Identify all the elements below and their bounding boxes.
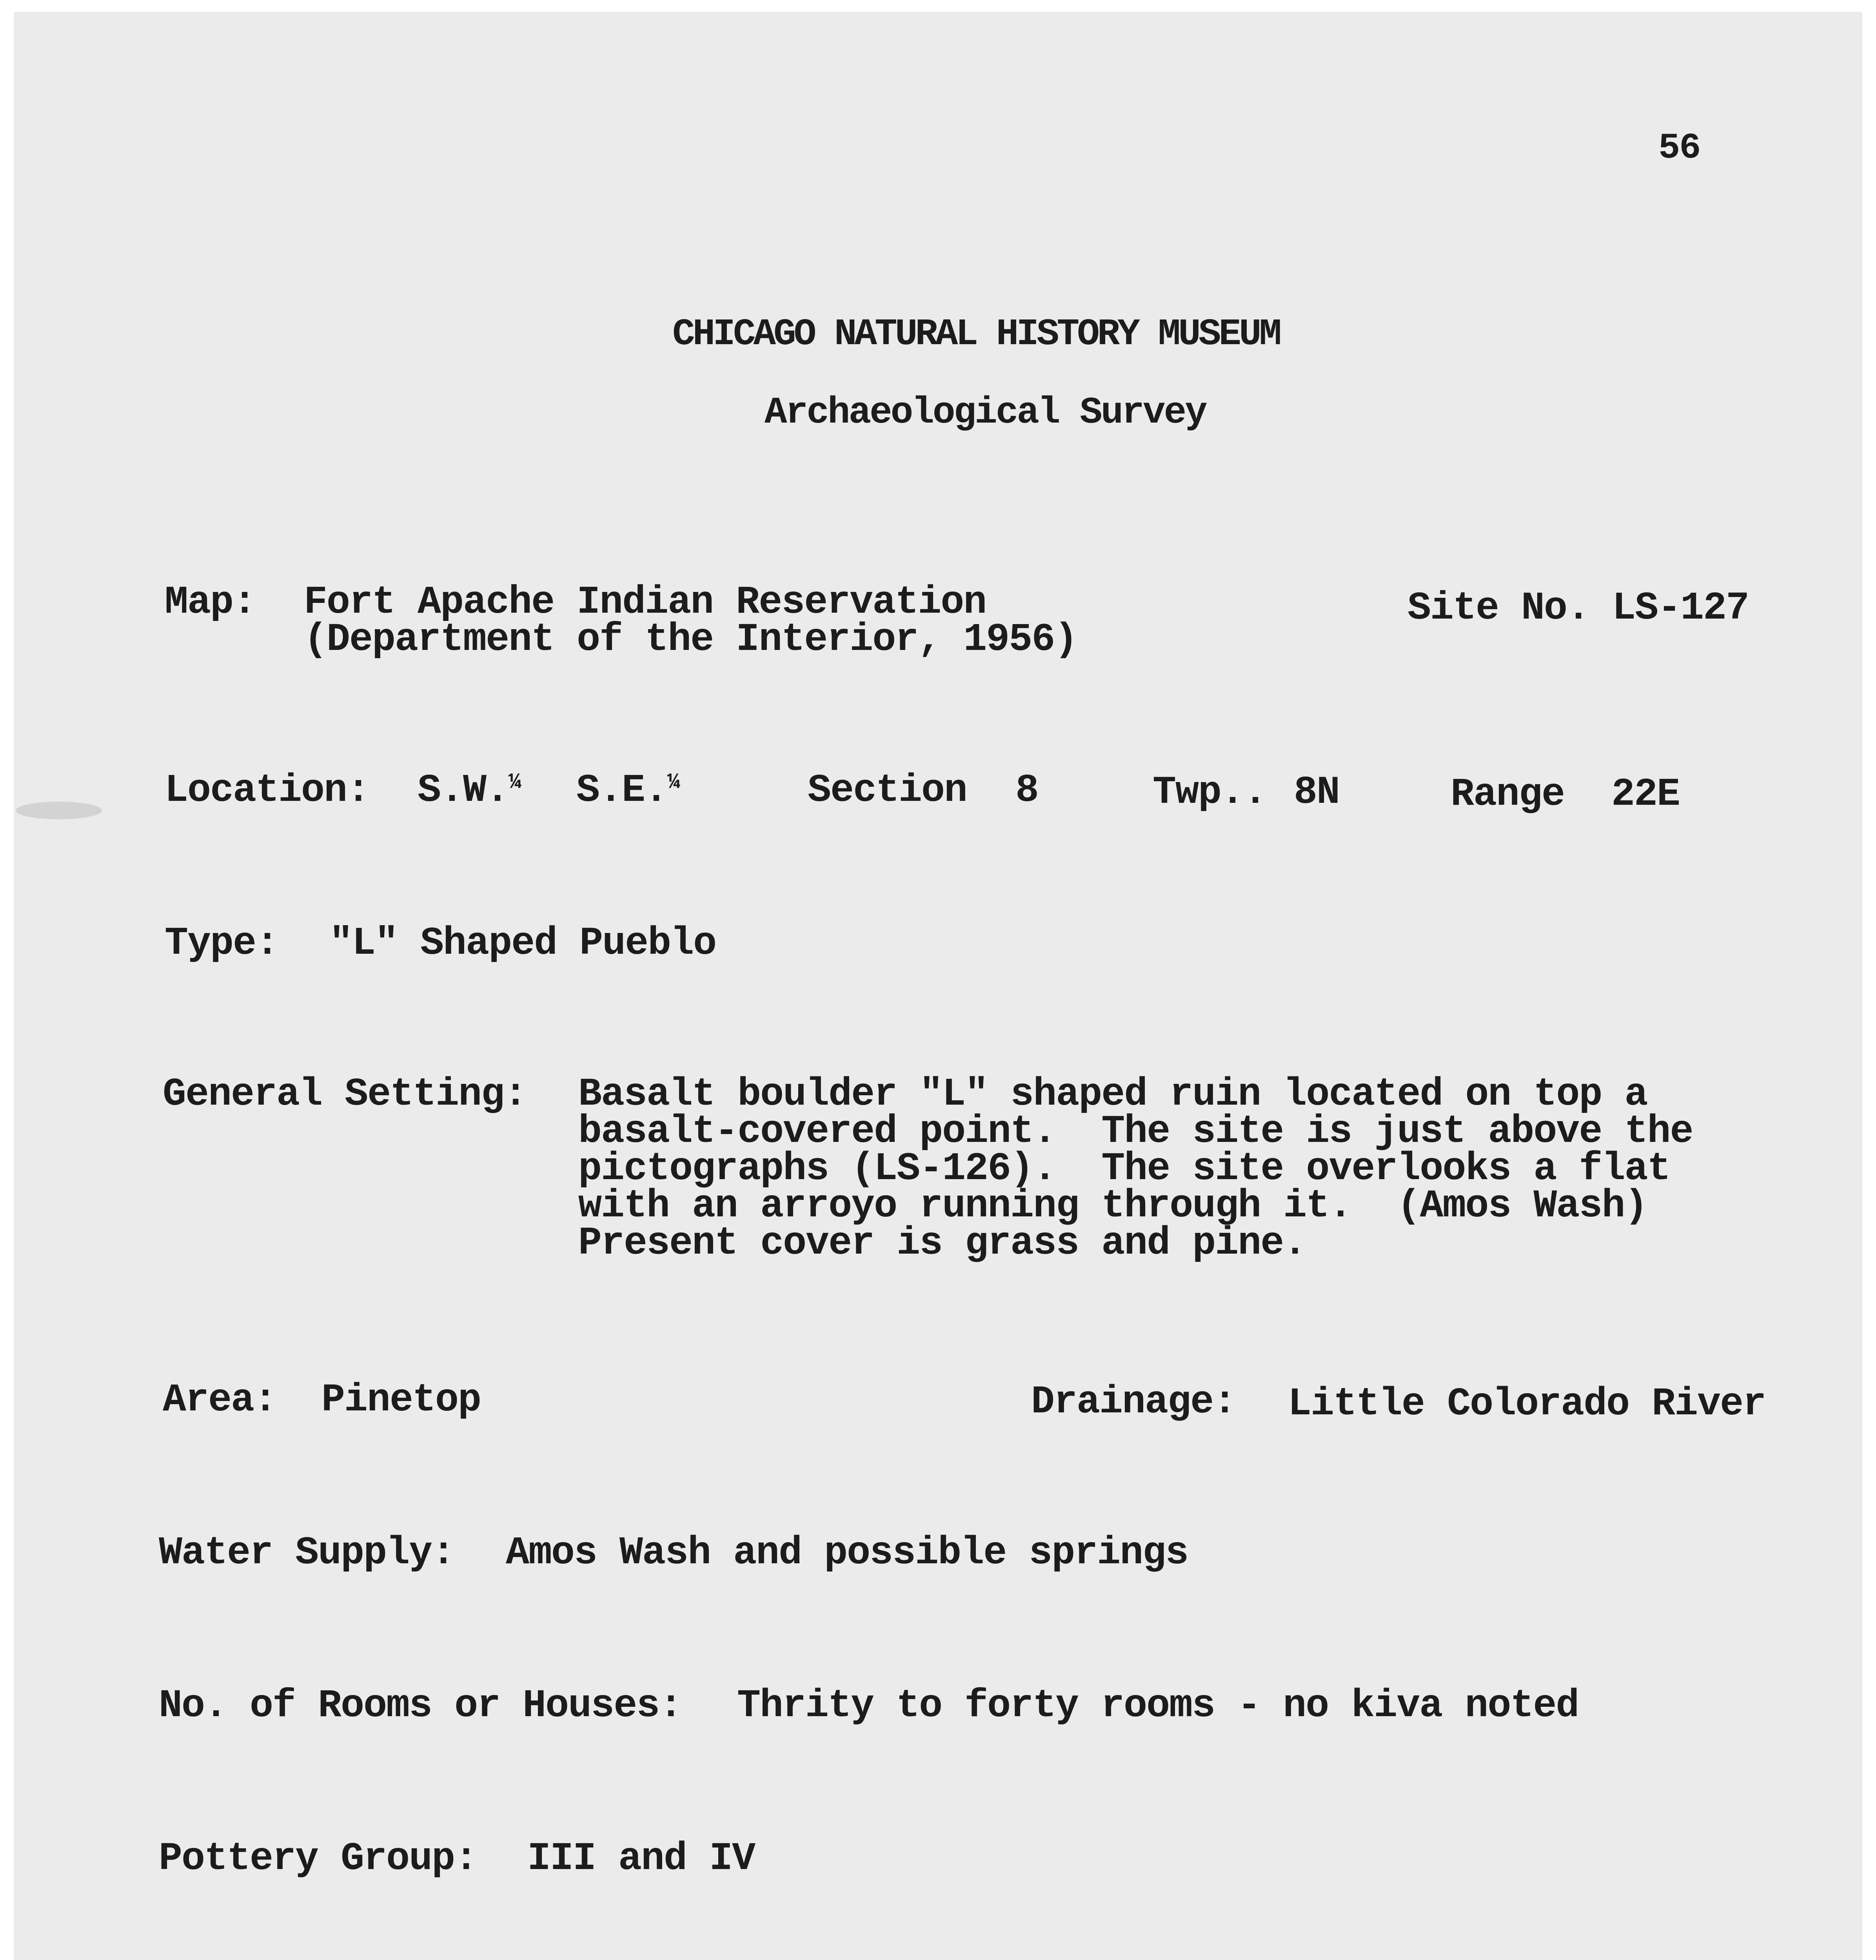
- drainage-label: Drainage:: [1031, 1380, 1236, 1425]
- water-supply-value: Amos Wash and possible springs: [506, 1531, 1188, 1575]
- area-value: Pinetop: [321, 1378, 481, 1423]
- general-setting-line: pictographs (LS-126). The site overlooks a flat: [578, 1147, 1670, 1191]
- township-value: 8N: [1294, 771, 1340, 815]
- general-setting-line: basalt-covered point. The site is just above the: [578, 1110, 1693, 1154]
- general-setting-line: with an arroyo running through it. (Amos Wash): [578, 1184, 1647, 1229]
- location-se: S.E.: [576, 769, 668, 813]
- document-page: [14, 12, 1862, 1960]
- type-label: Type:: [165, 922, 279, 966]
- location-se-quarter: [576, 769, 680, 813]
- general-setting-label: General Setting:: [163, 1073, 527, 1117]
- quarter-fraction: ¼: [667, 769, 680, 795]
- map-name: Fort Apache Indian Reservation: [304, 581, 986, 625]
- section-value: 8: [1015, 769, 1039, 813]
- township-label: Twp..: [1153, 771, 1267, 815]
- general-setting-line: Present cover is grass and pine.: [578, 1221, 1306, 1266]
- page-number: 56: [1658, 127, 1700, 169]
- location-label: Location:: [165, 769, 370, 813]
- range-value: 22E: [1611, 773, 1680, 817]
- location-sw: S.W.: [418, 769, 509, 813]
- map-source: (Department of the Interior, 1956): [304, 618, 1077, 662]
- scan-smudge: [16, 802, 102, 819]
- rooms-value: Thrity to forty rooms - no kiva noted: [737, 1684, 1579, 1728]
- area-label: Area:: [163, 1378, 277, 1423]
- site-number: Site No. LS-127: [1407, 586, 1749, 631]
- water-supply-label: Water Supply:: [159, 1531, 455, 1575]
- pottery-group-value: III and IV: [527, 1837, 755, 1881]
- type-value: "L" Shaped Pueblo: [329, 922, 716, 966]
- pottery-group-label: Pottery Group:: [159, 1837, 478, 1881]
- survey-title: Archaeological Survey: [765, 391, 1206, 434]
- drainage-value: Little Colorado River: [1288, 1382, 1766, 1426]
- map-label: Map:: [165, 581, 256, 625]
- range-label: Range: [1451, 773, 1565, 817]
- section-label: Section: [808, 769, 967, 813]
- institution-title: CHICAGO NATURAL HISTORY MUSEUM: [672, 313, 1280, 356]
- location-sw-quarter: [418, 769, 521, 813]
- quarter-fraction: ¼: [508, 769, 521, 795]
- general-setting-line: Basalt boulder "L" shaped ruin located on top a: [578, 1073, 1647, 1117]
- rooms-label: No. of Rooms or Houses:: [159, 1684, 682, 1728]
